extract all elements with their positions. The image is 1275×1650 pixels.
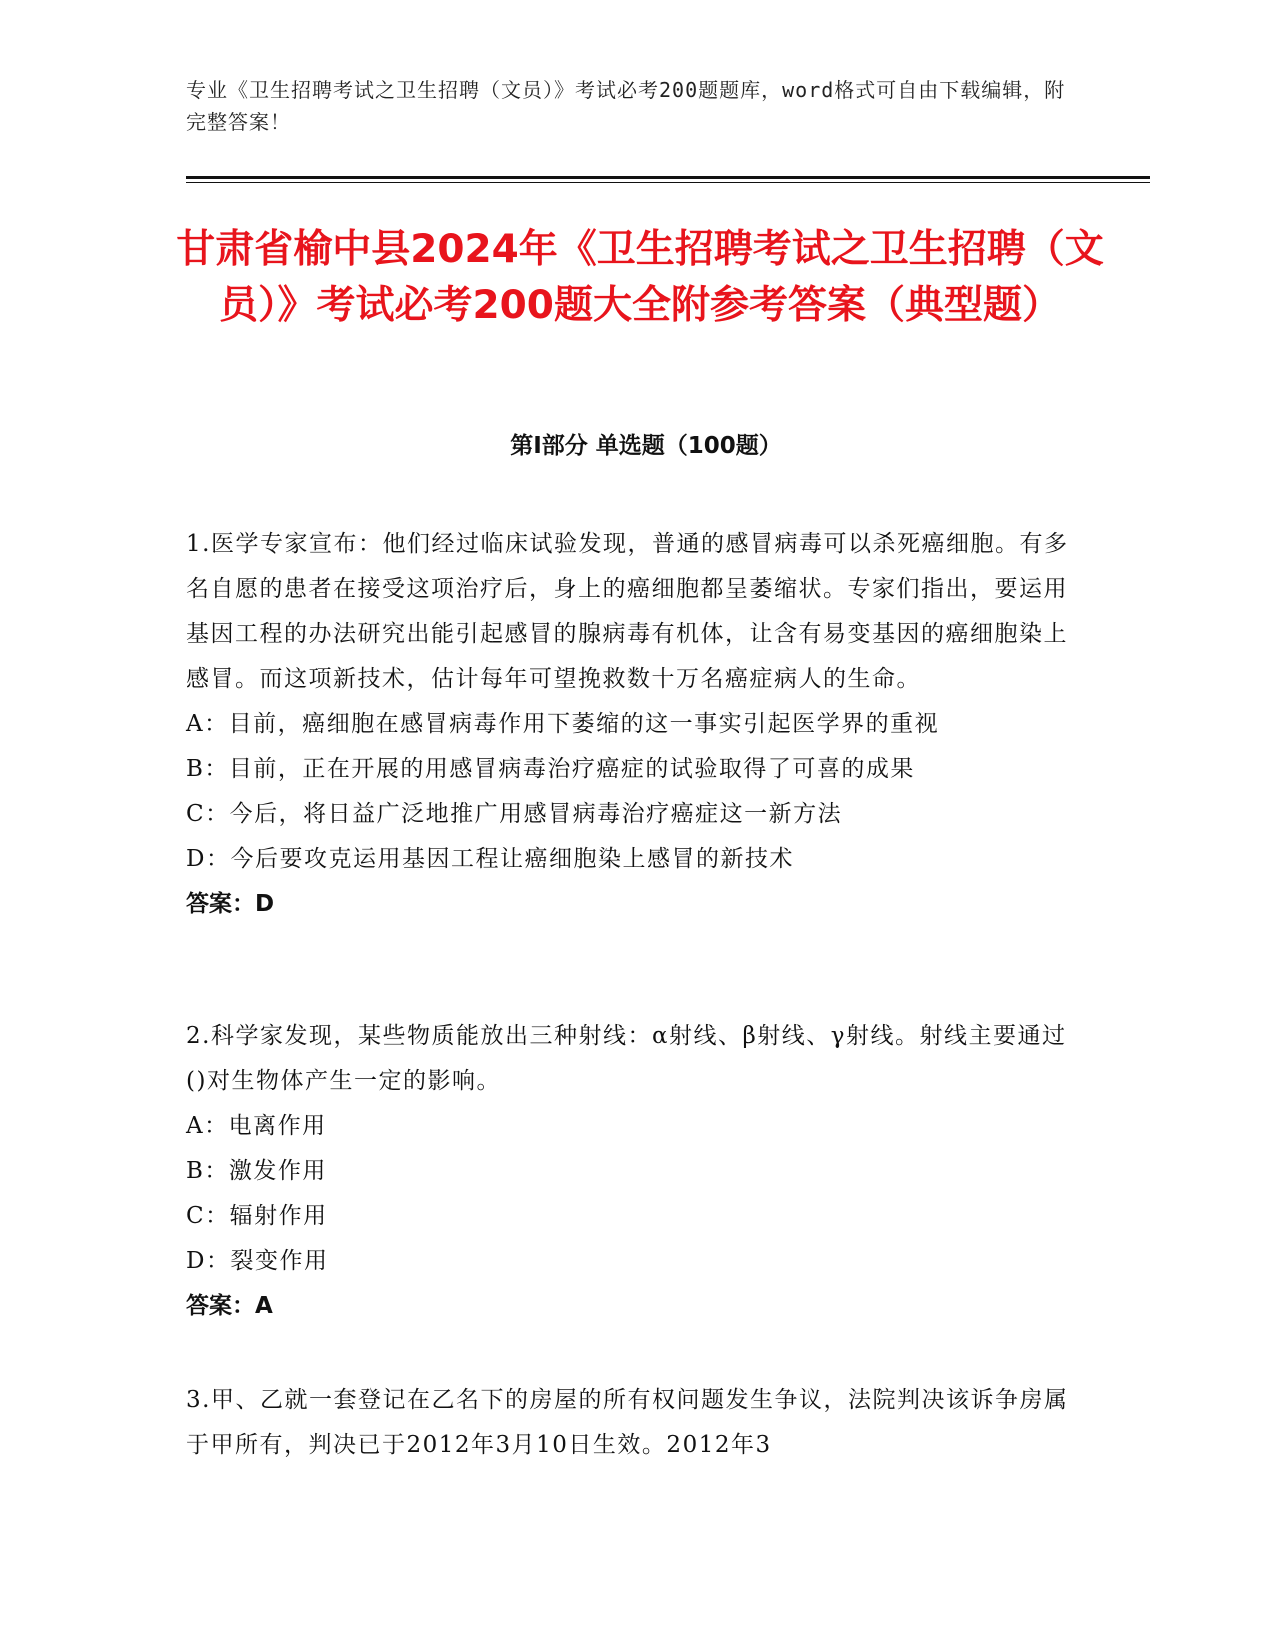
answer-line: 答案：D bbox=[186, 891, 275, 917]
header-note: 专业《卫生招聘考试之卫生招聘（文员）》考试必考200题题库，word格式可自由下载编辑，附完整答案！ bbox=[186, 78, 1066, 134]
option-d: D：今后要攻克运用基因工程让癌细胞染上感冒的新技术 bbox=[186, 846, 794, 872]
option-a: A：电离作用 bbox=[186, 1113, 327, 1139]
question-stem: 1.医学专家宣布：他们经过临床试验发现，普通的感冒病毒可以杀死癌细胞。有多名自愿的患者在接受这项治疗后，身上的癌细胞都呈萎缩状。专家们指出，要运用基因工程的办法研究出能引起感冒的腺病毒有机体，让含有易变基因的癌细胞染上感冒。而这项新技术，估计每年可望挽救数十万名癌症病人的生命。 bbox=[186, 531, 1069, 692]
option-c: C：辐射作用 bbox=[186, 1203, 328, 1229]
option-c: C：今后，将日益广泛地推广用感冒病毒治疗癌症这一新方法 bbox=[186, 801, 843, 827]
question-stem: 3.甲、乙就一套登记在乙名下的房屋的所有权问题发生争议，法院判决该诉争房属于甲所有，判决已于2012年3月10日生效。2012年3 bbox=[186, 1387, 1069, 1458]
document-title: 甘肃省榆中县2024年《卫生招聘考试之卫生招聘（文员）》考试必考200题大全附参考答案（典型题） bbox=[176, 227, 1104, 328]
header-divider-thick bbox=[186, 176, 1150, 179]
question-stem: 2.科学家发现，某些物质能放出三种射线：α射线、β射线、γ射线。射线主要通过()对生物体产生一定的影响。 bbox=[186, 1023, 1067, 1094]
header-divider-thin bbox=[186, 182, 1150, 183]
section-heading: 第Ⅰ部分 单选题（100题） bbox=[510, 433, 782, 459]
question-block bbox=[186, 522, 1076, 927]
option-b: B：激发作用 bbox=[186, 1158, 327, 1184]
question-block bbox=[186, 1378, 1076, 1468]
question-block bbox=[186, 1014, 1076, 1329]
option-b: B：目前，正在开展的用感冒病毒治疗癌症的试验取得了可喜的成果 bbox=[186, 756, 915, 782]
option-a: A：目前，癌细胞在感冒病毒作用下萎缩的这一事实引起医学界的重视 bbox=[186, 711, 940, 737]
option-d: D：裂变作用 bbox=[186, 1248, 329, 1274]
answer-line: 答案：A bbox=[186, 1293, 273, 1319]
